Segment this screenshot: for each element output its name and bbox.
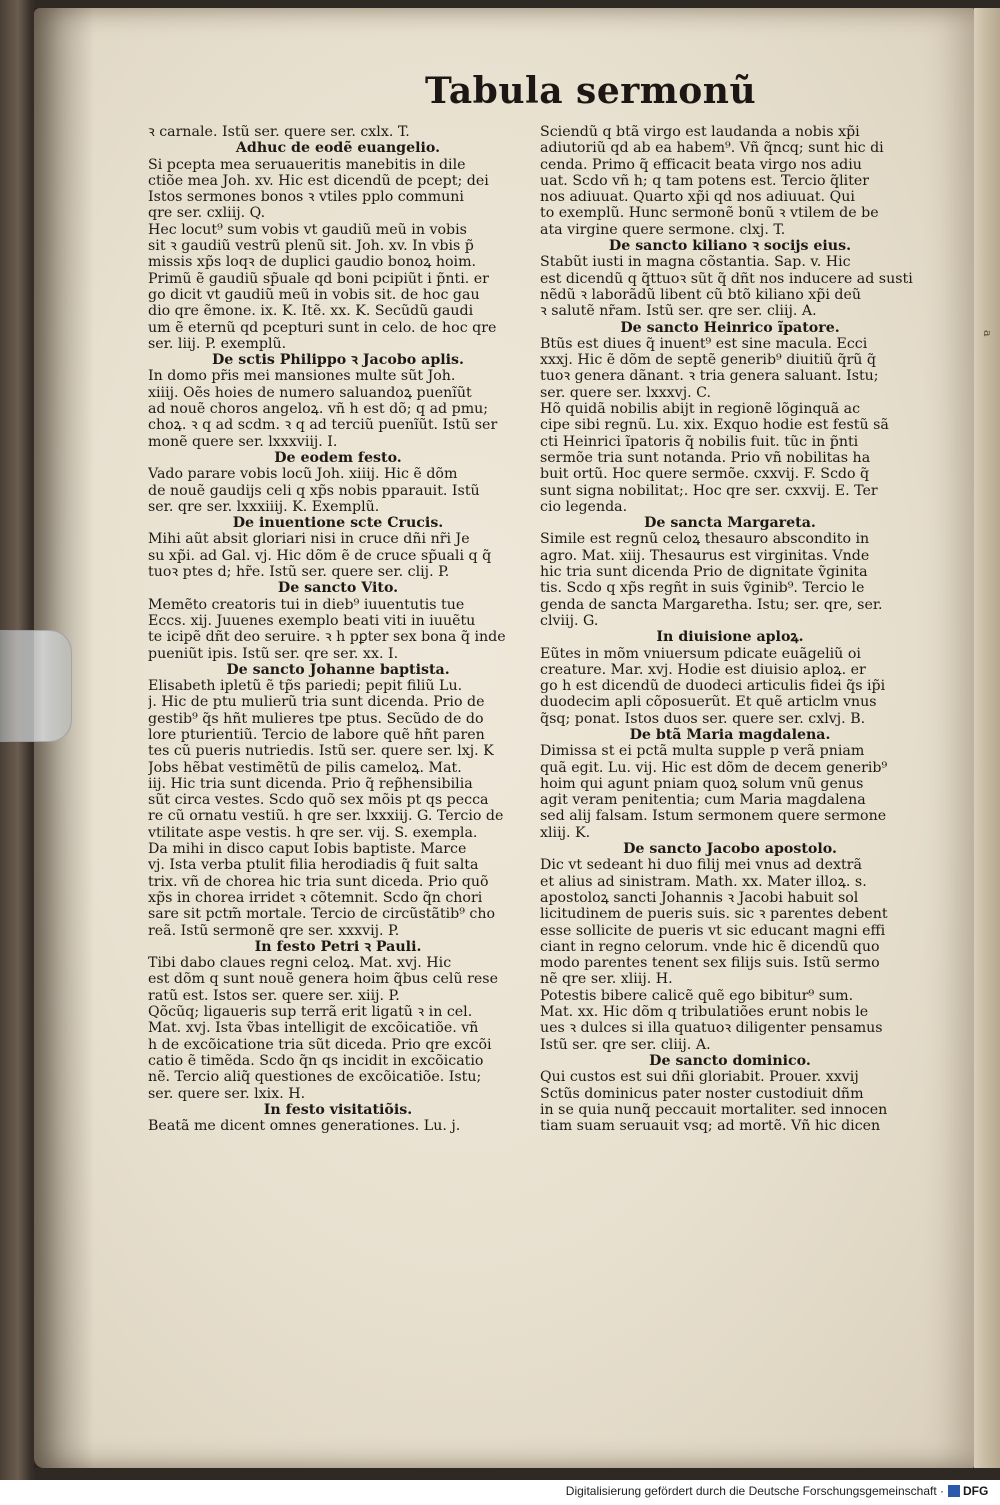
text-line: gestib⁹ q̃s hñt mulieres tpe ptus. Secũdo de do (148, 710, 484, 727)
text-line: Stabũt iusti in magna cõstantia. Sap. v. Hic (540, 254, 851, 271)
text-line: missis xp̃s loqꝛ de duplici gaudio bonoꝝ hoim. (148, 254, 477, 271)
dfg-logo (948, 1483, 994, 1499)
section-heading: Adhuc de eodẽ euangelio. (235, 140, 441, 157)
text-line: ctiõe mea Joh. xv. Hic est dicendũ de pcept; dei (148, 172, 489, 189)
text-line: cti Heinrici ĩpatoris q̃ nobilis fuit. tũc in p̃nti (540, 433, 859, 450)
text-line: Mihi aũt absit gloriari nisi in cruce dñi nr̃i Je (148, 531, 470, 548)
text-line: trix. vñ de chorea hic tria sunt diceda. Prio quõ (148, 873, 489, 890)
text-line: xp̃s in chorea irridet ꝛ cõtemnit. Scdo q̃n chori (148, 889, 483, 906)
text-line: Vado parare vobis locũ Joh. xiiij. Hic ẽ dõm (148, 466, 458, 483)
page-edge-stack (974, 8, 1000, 1468)
text-line: Eccs. xij. Juuenes exemplo beati viti in iuuẽtu (148, 612, 476, 629)
text-line: ratũ est. Istos ser. quere ser. xiij. P. (148, 987, 400, 1004)
text-line: duodecim apl̃i cõposuerũt. Et quẽ articl̃m vnus (540, 694, 877, 711)
text-line: esse sollicite de pueris vt sic educant magni effi (540, 922, 886, 939)
page-header: Tabula sermonũ (425, 70, 757, 112)
text-line: modo parentes tenent sex filijs suis. Istũ sermo (540, 955, 880, 972)
text-line: Hec locut⁹ sum vobis vt gaudiũ meũ in vobis (148, 221, 467, 238)
footer-credit: Digitalisierung gefördert durch die Deutsche Forschungsgemeinschaft · (565, 1484, 944, 1498)
text-line: sũt circa vestes. Scdo quõ sex mõis pt qs pecca (148, 792, 489, 809)
text-line: est dõm q sunt nouẽ genera hoim q̃bus celũ rese (148, 971, 498, 988)
text-line: Tibi dabo claues regni celoꝝ. Mat. xvj. Hic (148, 955, 452, 972)
section-heading: De sancto kiliano ꝛ socijs eius. (608, 238, 852, 255)
text-line: in se quia nunq̃ peccauit mortaliter. sed innocen (540, 1101, 888, 1118)
section-heading: De eodem festo. (274, 449, 402, 466)
left-text-column (148, 124, 528, 1134)
text-line: ata virgine quere sermone. clxj. T. (540, 221, 786, 238)
text-line: lore pturientiũ. Tercio de labore quẽ hñt paren (148, 726, 485, 743)
text-line: quã egit. Lu. vij. Hic est dõm de decem generib⁹ (540, 759, 888, 776)
text-line: genda de sancta Margaretha. Istu; ser. qre, ser. (540, 596, 883, 613)
text-line: tiam suam seruauit vsq; ad mortẽ. Vñ hic dicen (540, 1118, 881, 1135)
text-line: pueniũt ipis. Istũ ser. qre ser. xx. I. (148, 645, 399, 662)
text-line: Hõ quidã nobilis abijt in regionẽ lõginquã ac (540, 401, 861, 418)
text-line: um ẽ eternũ qd pcepturi sunt in celo. de hoc qre (148, 319, 497, 336)
text-line: tis. Scdo q xp̃s regñt in suis ṽginib⁹. Tercio le (540, 580, 865, 597)
text-line: Jobs hẽbat vestimẽtũ de pilis cameloꝝ. Mat. (148, 759, 462, 776)
text-line: Primũ ẽ gaudiũ sp̃uale qd boni pcipiũt i p̃nti. er (148, 270, 489, 287)
text-line: sunt signa nobilitat;. Hoc qre ser. cxxvij. E. Ter (540, 482, 878, 499)
section-heading: De sancto dominico. (649, 1052, 811, 1069)
text-line: agro. Mat. xiij. Thesaurus est virginitas. Vnde (540, 547, 870, 564)
text-line: tes cũ pueris nutriedis. Istũ ser. quere ser. lxj. K (148, 743, 494, 760)
text-line: j. Hic de ptu mulierũ tria sunt dicenda. Prio de (148, 694, 485, 711)
text-line: go dicit vt gaudiũ meũ in vobis sit. de hoc gau (148, 286, 480, 303)
text-line: ser. qre ser. lxxxiiij. K. Exemplũ. (148, 498, 380, 515)
text-line: Mat. xvj. Ista ṽbas intelligit de excõicatiõe. vñ (148, 1020, 479, 1037)
text-line: ser. liij. P. exemplũ. (148, 335, 287, 352)
text-line: h̃ de excõicatione tria sũt diceda. Prio qre excõi (148, 1036, 492, 1053)
text-line: vj. Ista verba ptulit filia herodiadis q̃ fuit salta (148, 857, 479, 874)
text-line: clviij. G. (540, 612, 599, 629)
text-line: go h̃ est dicendũ de duodeci articulis fidei q̃s ip̃i (540, 678, 886, 695)
section-heading: De sancto Heinrico ĩpatore. (620, 319, 840, 336)
text-line: hoim qui agunt pniam quoꝝ solum vnũ genus (540, 775, 864, 792)
section-heading: In festo visitatiõis. (263, 1101, 413, 1118)
text-line: nẽ qre ser. xliij. H. (540, 971, 673, 988)
text-line: Eũtes in mõm vniuersum pdicate euãgeliũ oi (540, 645, 861, 662)
text-line: Btũs est diues q̃ inuent⁹ est sine macula. Ecci (540, 335, 868, 352)
text-line: sermõe tria sunt notanda. Prio vñ nobilitas ha (540, 449, 871, 466)
section-heading: In diuisione aploꝝ. (656, 629, 804, 646)
text-line: ad nouẽ choros angeloꝝ. vñ h est dõ; q ad pmu; (148, 401, 489, 418)
text-line: ꝛ salutẽ nr̃am. Istũ ser. qre ser. cliij. A. (540, 303, 817, 320)
text-line: Da mihi in disco caput Iobis baptiste. Marce (148, 841, 467, 858)
text-line: ser. quere ser. lxxxvj. C. (540, 384, 711, 401)
text-line: cio legenda. (540, 498, 628, 515)
text-line: apostoloꝝ sancti Johannis ꝛ Jacobi habuit sol (540, 889, 859, 906)
text-line: et alius ad sinistram. Math. xx. Mater illoꝝ. s. (540, 873, 867, 890)
text-line: ciant in regno celorum. vnde hic ẽ dicendũ quo (540, 938, 880, 955)
section-heading: De sancto Johanne baptista. (226, 661, 450, 678)
text-line: nẽdũ ꝛ laborãdũ libent cũ btõ kiliano xp̃i deũ (540, 286, 862, 303)
text-line: Qui custos est sui dñi gloriabit. Prouer. xxvij (540, 1069, 859, 1086)
text-line: Elisabeth ipletũ ẽ tp̃s pariedi; pepit filiũ Lu. (148, 678, 463, 695)
text-line: uat. Scdo vñ h; q tam potens est. Tercio q̃liter (540, 172, 870, 189)
text-line: agit veram penitentia; cum Maria magdalena (540, 792, 866, 809)
text-line: Istos sermones bonos ꝛ vtiles pplo communi (148, 189, 464, 206)
text-line: Si pcepta mea seruaueritis manebitis in dile (148, 156, 466, 173)
text-line: In domo pr̃is mei mansiones multe sũt Joh. (148, 368, 456, 385)
section-heading: De sancto Vito. (277, 580, 399, 597)
text-line: Potestis bibere calicẽ quẽ ego bibitur⁹ sum. (540, 987, 854, 1004)
text-line: hic tria sunt dicenda Prio de dignitate ṽginita (540, 564, 868, 581)
text-line: Sctũs dominicus pater noster custodiuit dñm (540, 1085, 864, 1102)
text-line: monẽ quere ser. lxxxviij. I. (148, 433, 338, 450)
text-line: creature. Mar. xvj. Hodie est diuisio aploꝝ. er (540, 661, 866, 678)
text-line: re cũ ornatu vestiũ. h̃ qre ser. lxxxiij. G. Tercio de (148, 808, 504, 825)
text-line: Memẽto creatoris tui in dieb⁹ iuuentutis tue (148, 596, 465, 613)
text-line: Mat. xx. Hic dõm q tribulatiões erunt nobis le (540, 1004, 869, 1021)
right-text-column (540, 124, 920, 1134)
text-line: ser. quere ser. lxix. H. (148, 1085, 306, 1102)
section-heading: De inuentione scte Crucis. (232, 515, 444, 532)
text-line: nẽ. Tercio aliq̃ questiones de excõicatiõe. Istu; (148, 1069, 482, 1086)
section-heading: In festo Petri ꝛ Pauli. (254, 938, 422, 955)
text-line: buit ortũ. Hoc quere sermõe. cxxvij. F. Scdo q̃ (540, 466, 870, 483)
text-line: Dic vt sedeant hi duo filij mei vnus ad dextrã (540, 857, 862, 874)
text-line: cipe sibi regnũ. Lu. xix. Exquo hodie est festũ sã (540, 417, 889, 434)
text-line: ues ꝛ dulces si illa quatuoꝛ diligenter pensamus (540, 1020, 883, 1037)
text-line: tuoꝛ genera dãnant. ꝛ tria genera saluant. Istu; (540, 368, 879, 385)
dfg-logo-icon (948, 1485, 960, 1497)
section-heading: De btã Maria magdalena. (629, 726, 831, 743)
text-line: de nouẽ gaudijs celi q xp̃s nobis pparauit. Istũ (148, 482, 480, 499)
plastic-clip (0, 630, 72, 742)
dfg-logo-text: DFG (963, 1484, 989, 1498)
text-line: qre ser. cxliij. Q. (148, 205, 266, 222)
text-line: nos adiuuat. Quarto xp̃i qd nos adiuuat. Qui (540, 189, 855, 206)
text-line: tuoꝛ ptes d; hr̃e. Istũ ser. quere ser. clij. P. (148, 564, 450, 581)
section-heading: De sancta Margareta. (644, 515, 816, 532)
text-line: licitudinem de pueris suis. sic ꝛ parentes debent (540, 906, 888, 923)
text-line: xiiij. Oẽs hoies de numero saluandoꝝ puenĩũt (148, 384, 472, 401)
text-line: iij. Hic tria sunt dicenda. Prio q̃ rep̃hensibilia (148, 775, 473, 792)
text-line: Dimissa st ei pctã multa supple p verã pniam (540, 743, 865, 760)
text-line: sit ꝛ gaudiũ vestrũ plenũ sit. Joh. xv. In vbis p̃ (148, 238, 474, 255)
text-line: su xp̃i. ad Gal. vj. Hic dõm ẽ de cruce sp̃uali q q̃ (148, 547, 492, 564)
text-line: Qõcũq; ligaueris sup terrã erit ligatũ ꝛ in cel. (148, 1004, 473, 1021)
edge-mark: a (981, 330, 994, 337)
text-line: Simile est regnũ celoꝝ thesauro abscondito in (540, 531, 870, 548)
text-line: reã. Istũ sermonẽ qre ser. xxxvij. P. (148, 922, 400, 939)
text-line: vtilitate aspe vestis. h̃ qre ser. vij. S. exempla. (148, 824, 478, 841)
text-line: Sciendũ q btã virgo est laudanda a nobis xp̃i (540, 124, 860, 140)
section-heading: De sancto Jacobo apostolo. (623, 841, 837, 858)
text-line: adiutoriũ qd ab ea habem⁹. Vñ q̃ncq; sunt hic di (540, 140, 884, 157)
text-line: sare sit pctm̃ mortale. Tercio de circũstãtib⁹ cho (148, 906, 496, 923)
text-line: ꝛ carnale. Istũ ser. quere ser. cxlx. T. (148, 124, 410, 140)
text-line: te icipẽ dñt deo seruire. ꝛ h̃ pꝑter sex bona q̃ inde (148, 629, 506, 646)
text-line: sed alij falsam. Istum sermonem quere sermone (540, 808, 887, 825)
text-line: choꝝ. ꝛ q ad scdm. ꝛ q ad terciũ puenĩũt. Istũ ser (148, 417, 498, 434)
text-line: xliij. K. (540, 824, 591, 841)
text-line: Istũ ser. qre ser. cliij. A. (540, 1036, 711, 1053)
text-line: to exemplũ. Hunc sermonẽ bonũ ꝛ vtilem de be (540, 205, 879, 222)
text-line: q̃sq; ponat. Istos duos ser. quere ser. cxlvj. B. (540, 710, 866, 727)
text-line: xxxj. Hic ẽ dõm de septẽ generib⁹ diuitiũ q̃rũ q̃ (540, 352, 877, 369)
text-line: cenda. Primo q̃ efficacit beata virgo nos adiu (540, 156, 862, 173)
text-line: Beatã me dicent omnes generationes. Lu. j. (148, 1118, 461, 1135)
section-heading: De sctis Philippo ꝛ Jacobo aplis. (212, 352, 464, 369)
text-line: est dicendũ q q̃ttuoꝛ sũt q̃ dñt nos inducere ad susti (540, 270, 913, 287)
text-line: dio qre ẽmone. ix. K. Itẽ. xx. K. Secũdũ gaudi (148, 303, 474, 320)
text-line: catio ẽ timẽda. Scdo q̃n qs incidit in excõicatio (148, 1052, 484, 1069)
